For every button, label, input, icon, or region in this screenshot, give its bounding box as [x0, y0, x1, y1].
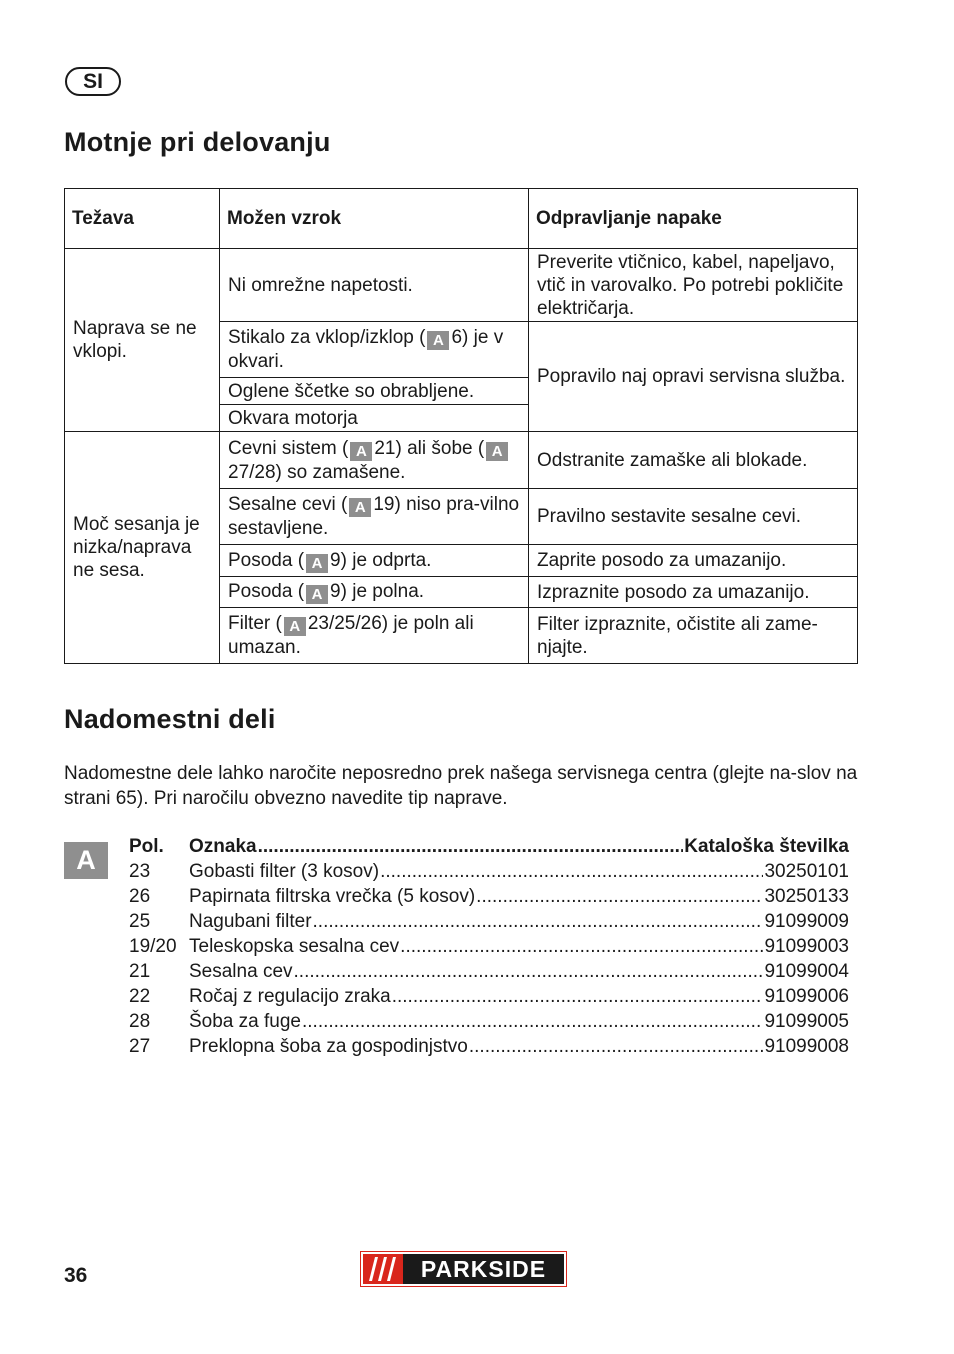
parts-header-row: [129, 834, 849, 859]
fix-cell: Zaprite posodo za umazanijo.: [529, 545, 858, 577]
fix-cell: Preverite vtičnico, kabel, napeljavo, vtič in varovalko. Po potrebi pokličite električarja.: [529, 249, 858, 322]
figure-label-badge: A: [64, 842, 108, 879]
figure-ref-badge: A: [306, 554, 328, 573]
cause-cell: Cevni sistem ( A 21) ali šobe ( A27/28) so zamašene.: [220, 432, 529, 489]
leader-dots: [258, 834, 684, 859]
fix-cell: Popravilo naj opravi servisna služba.: [529, 322, 858, 432]
figure-ref-badge: A: [486, 442, 508, 461]
brand-slashes-icon: [363, 1254, 403, 1284]
cause-cell: Okvara motorja: [220, 405, 529, 432]
spare-parts-list: [129, 834, 849, 1059]
figure-ref-badge: A: [349, 498, 371, 517]
leader-dots: [302, 1009, 763, 1034]
figure-ref-badge: A: [427, 331, 449, 350]
list-item: 22 Ročaj z regulacijo zraka ..... 91099006: [129, 984, 849, 1009]
cause-cell: Posoda ( A 9) je odprta.: [220, 545, 529, 577]
list-item: 28 Šoba za fuge ..... 91099005: [129, 1009, 849, 1034]
troubleshooting-table: [64, 188, 858, 664]
figure-ref-badge: A: [306, 585, 328, 604]
table-row: [65, 249, 858, 322]
page-number: 36: [64, 1264, 88, 1287]
cause-cell: Oglene ščetke so obrabljene.: [220, 378, 529, 405]
leader-dots: [380, 859, 763, 884]
header-number: Kataloška številka: [684, 836, 849, 857]
list-item: 21 Sesalna cev ..... 91099004: [129, 959, 849, 984]
spare-parts-intro: Nadomestne dele lahko naročite neposredno prek našega servisnega centra (glejte na-slov na strani 65). Pri naročilu obvezno navedite tip naprave.: [64, 763, 858, 809]
cause-cell: Stikalo za vklop/izklop ( A 6) je v okvari.: [220, 322, 529, 378]
col-header-cause: Možen vzrok: [220, 189, 529, 249]
list-item: 19/20 Teleskopska sesalna cev ..... 91099003: [129, 934, 849, 959]
problem-cell: Moč sesanja je nizka/naprava ne sesa.: [65, 432, 220, 664]
list-item: 25 Nagubani filter ..... 91099009: [129, 909, 849, 934]
col-header-problem: Težava: [65, 189, 220, 249]
leader-dots: [392, 984, 764, 1009]
spare-parts-title: Nadomestni deli: [64, 704, 276, 734]
fix-cell: Pravilno sestavite sesalne cevi.: [529, 489, 858, 545]
brand-name: PARKSIDE: [403, 1254, 564, 1284]
cause-cell: Posoda ( A 9) je polna.: [220, 577, 529, 608]
col-header-fix: Odpravljanje napake: [529, 189, 858, 249]
table-row: [65, 432, 858, 489]
cause-cell: Filter ( A 23/25/26) je poln ali umazan.: [220, 608, 529, 664]
table-header-row: [65, 189, 858, 249]
header-name: Oznaka: [189, 836, 257, 857]
header-pos: Pol.: [129, 836, 164, 857]
leader-dots: [476, 884, 763, 909]
leader-dots: [294, 959, 764, 984]
leader-dots: [469, 1034, 764, 1059]
cause-cell: Sesalne cevi ( A 19) niso pra-vilno sestavljene.: [220, 489, 529, 545]
cause-cell: Ni omrežne napetosti.: [220, 249, 529, 322]
fix-cell: Odstranite zamaške ali blokade.: [529, 432, 858, 489]
list-item: 26 Papirnata filtrska vrečka (5 kosov) ..... 30250133: [129, 884, 849, 909]
list-item: 23 Gobasti filter (3 kosov) ..... 30250101: [129, 859, 849, 884]
parkside-logo: [361, 1252, 566, 1286]
list-item: 27 Preklopna šoba za gospodinjstvo ..... 91099008: [129, 1034, 849, 1059]
language-badge: SI: [65, 67, 121, 96]
leader-dots: [313, 909, 764, 934]
problem-cell: Naprava se ne vklopi.: [65, 249, 220, 432]
figure-ref-badge: A: [284, 617, 306, 636]
fix-cell: Izpraznite posodo za umazanijo.: [529, 577, 858, 608]
leader-dots: [400, 934, 763, 959]
fix-cell: Filter izpraznite, očistite ali zame-njajte.: [529, 608, 858, 664]
figure-ref-badge: A: [350, 442, 372, 461]
troubleshooting-title: Motnje pri delovanju: [64, 127, 331, 157]
